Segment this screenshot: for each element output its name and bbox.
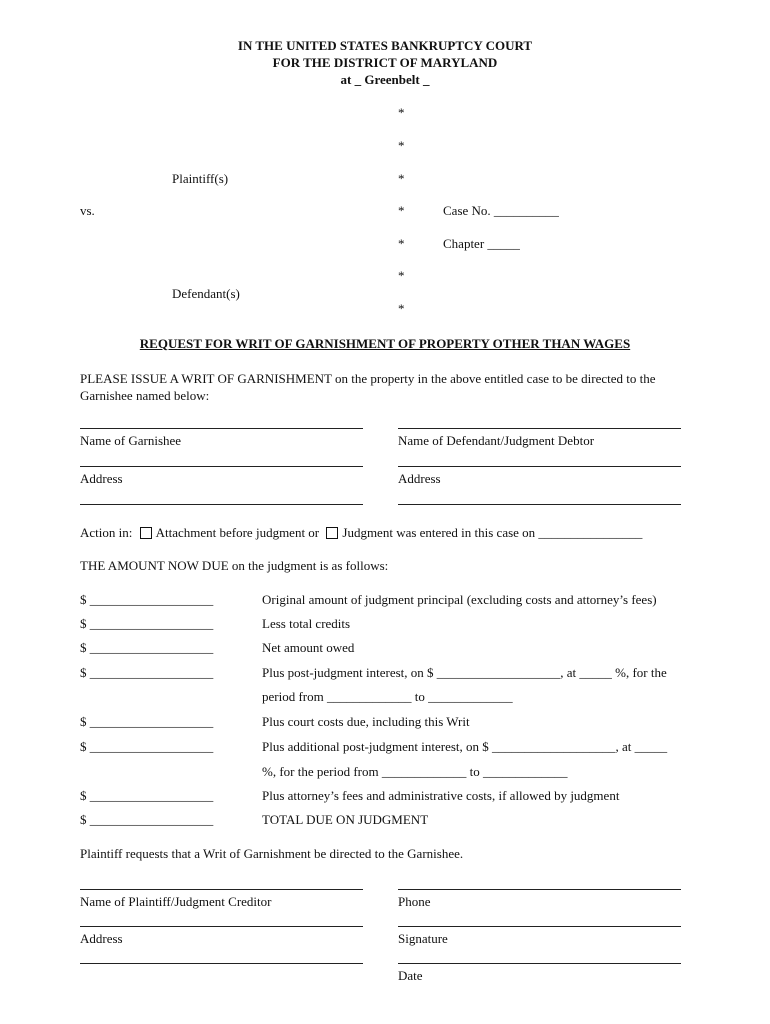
caption-star: *: [398, 301, 405, 316]
plaintiff-address-label: Address: [80, 931, 123, 946]
defendant-label: Defendant(s): [172, 286, 240, 301]
court-location: at _ Greenbelt _: [340, 72, 430, 87]
chapter-field[interactable]: Chapter _____: [443, 236, 520, 251]
caption-star: *: [398, 268, 405, 283]
garnishee-name-label: Name of Garnishee: [80, 433, 182, 448]
plaintiff-address-line-2[interactable]: [80, 963, 363, 964]
plaintiff-address-line[interactable]: [80, 926, 363, 927]
plaintiff-name-line[interactable]: [80, 889, 363, 890]
attachment-checkbox[interactable]: [140, 527, 152, 539]
form-title: REQUEST FOR WRIT OF GARNISHMENT OF PROPERTY OTHER THAN WAGES: [139, 336, 631, 351]
debtor-name-line[interactable]: [398, 428, 681, 429]
amount-field[interactable]: $ ___________________: [80, 812, 214, 827]
amount-row-label: Plus attorney’s fees and administrative costs, if allowed by judgment: [262, 788, 620, 803]
amount-row-label: Less total credits: [262, 616, 351, 631]
amount-field[interactable]: $ ___________________: [80, 640, 214, 655]
caption-star: *: [398, 203, 405, 218]
debtor-address-label: Address: [398, 471, 441, 486]
amount-row-label: Plus additional post-judgment interest, on $ ___________________, at _____: [262, 739, 668, 754]
plaintiff-label: Plaintiff(s): [172, 171, 229, 186]
date-line[interactable]: [398, 963, 681, 964]
garnishee-address-line[interactable]: [80, 466, 363, 467]
judgment-option-label: Judgment was entered in this case on ________________: [342, 525, 643, 540]
period-line: period from _____________ to _____________: [262, 689, 513, 704]
court-district: FOR THE DISTRICT OF MARYLAND: [272, 55, 498, 70]
court-name: IN THE UNITED STATES BANKRUPTCY COURT: [237, 38, 533, 53]
caption-star: *: [398, 236, 405, 251]
caption-star: *: [398, 105, 405, 120]
judgment-checkbox[interactable]: [326, 527, 338, 539]
signature-line[interactable]: [398, 926, 681, 927]
amount-row-label: TOTAL DUE ON JUDGMENT: [262, 812, 429, 827]
plaintiff-name-label: Name of Plaintiff/Judgment Creditor: [80, 894, 272, 909]
amount-field[interactable]: $ ___________________: [80, 616, 214, 631]
amount-field[interactable]: $ ___________________: [80, 788, 214, 803]
amount-row-label: Plus post-judgment interest, on $ ___________________, at _____ %, for the: [262, 665, 667, 680]
debtor-name-label: Name of Defendant/Judgment Debtor: [398, 433, 595, 448]
amount-field[interactable]: $ ___________________: [80, 665, 214, 680]
phone-line[interactable]: [398, 889, 681, 890]
amount-field[interactable]: $ ___________________: [80, 739, 214, 754]
action-in-label: Action in:: [80, 525, 133, 540]
caption-star: *: [398, 171, 405, 186]
case-number-field[interactable]: Case No. __________: [443, 203, 559, 218]
date-label: Date: [398, 968, 423, 983]
amount-row-label: Original amount of judgment principal (excluding costs and attorney’s fees): [262, 592, 657, 607]
action-in-row: [80, 525, 642, 541]
amount-row-label: Net amount owed: [262, 640, 355, 655]
vs-label: vs.: [80, 203, 95, 218]
phone-label: Phone: [398, 894, 431, 909]
amount-field[interactable]: $ ___________________: [80, 592, 214, 607]
debtor-address-line-2[interactable]: [398, 504, 681, 505]
attachment-option-label: Attachment before judgment or: [155, 525, 320, 540]
amount-row-label: Plus court costs due, including this Writ: [262, 714, 470, 729]
request-statement: Plaintiff requests that a Writ of Garnishment be directed to the Garnishee.: [80, 846, 464, 861]
amount-due-heading: THE AMOUNT NOW DUE on the judgment is as follows:: [80, 558, 389, 573]
period-line: %, for the period from _____________ to _____________: [262, 764, 568, 779]
amount-field[interactable]: $ ___________________: [80, 714, 214, 729]
garnishee-address-line-2[interactable]: [80, 504, 363, 505]
caption-star: *: [398, 138, 405, 153]
garnishee-name-line[interactable]: [80, 428, 363, 429]
intro-paragraph: PLEASE ISSUE A WRIT OF GARNISHMENT on the property in the above entitled case to be directed to the Garnishee named below:: [80, 371, 656, 403]
debtor-address-line[interactable]: [398, 466, 681, 467]
signature-label: Signature: [398, 931, 448, 946]
garnishee-address-label: Address: [80, 471, 123, 486]
